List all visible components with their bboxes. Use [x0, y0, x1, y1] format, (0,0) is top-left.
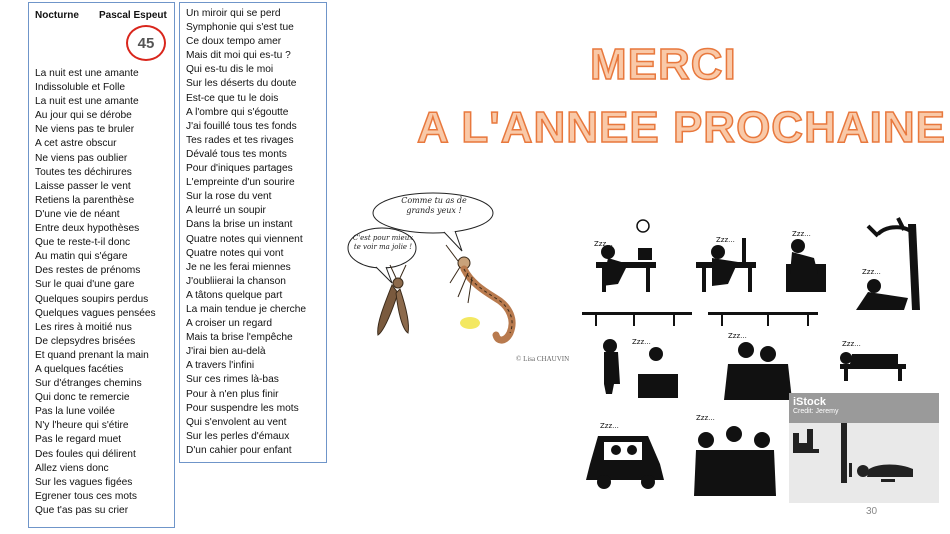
poem-line: J'ai fouillé tous tes fonds [186, 120, 297, 132]
poem-line: Quelques vagues pensées [35, 307, 156, 319]
stock-photo [789, 393, 939, 503]
pictogram-bench [840, 340, 906, 381]
zzz-text: Zzz... [594, 240, 613, 248]
poem-line: Est-ce que tu le dois [186, 92, 279, 104]
poem-line: Ne viens pas te bruler [35, 124, 135, 136]
poem-line: Symphonie qui s'est tue [186, 22, 294, 34]
poem-line: Qui s'envolent au vent [186, 416, 287, 428]
poem-line: Au jour qui se dérobe [35, 110, 132, 122]
poem-line: A leurré un soupir [186, 205, 266, 217]
zzz-text: Zzz... [696, 414, 715, 422]
poem-line: Les rires à moitié nus [35, 321, 132, 333]
poem-line: Que t'as pas su crier [35, 504, 129, 516]
headline-annee-prochaine: A L'ANNEE PROCHAINE [417, 103, 946, 152]
mosquito-figure [446, 245, 512, 340]
poem-line: Pour suspendre les mots [186, 402, 299, 414]
poem-line: De clepsydres brisées [35, 335, 136, 347]
poem-line: Ce doux tempo amer [186, 36, 282, 48]
poem-line: Mais dit moi qui es-tu ? [186, 50, 291, 62]
poem-line: Dans la brise un instant [186, 219, 293, 231]
poem-line: La nuit est une amante [35, 68, 139, 79]
poem-line: Quelques soupirs perdus [35, 293, 149, 305]
poem-line: Retiens la parenthèse [35, 194, 135, 206]
poem-line: A travers l'infini [186, 360, 255, 372]
poem-line: Laisse passer le vent [35, 180, 131, 192]
poem-line: A quelques facéties [35, 363, 124, 375]
poem-line: Pas la lune voilée [35, 406, 115, 418]
poem-line: Au matin qui s'égare [35, 251, 128, 263]
poem-column-1 [28, 2, 175, 528]
poem-line: Indissoluble et Folle [35, 82, 126, 94]
poem-line: D'un cahier pour enfant [186, 444, 292, 456]
pictogram-tree [856, 218, 920, 310]
poem-line: J'irai bien au-delà [186, 346, 266, 358]
zzz-text: Zzz... [842, 340, 861, 348]
pictogram-seated-train [708, 312, 818, 400]
poem-line: Sur les vagues figées [35, 476, 133, 488]
poem-line: Sur le quai d'une gare [35, 279, 135, 291]
istock-credit: Credit: Jeremy [793, 408, 839, 415]
pictogram-car [586, 422, 664, 489]
poem-line: Pour d'iniques partages [186, 163, 293, 175]
pictogram-armchair [786, 230, 826, 292]
poem-line: Sur d'étranges chemins [35, 378, 142, 390]
moth-figure [378, 265, 409, 335]
bubble-big-text: Comme tu as de grands yeux ! [401, 196, 467, 215]
speech-bubble-small [348, 228, 416, 283]
poem-line: Je ne les ferai miennes [186, 261, 291, 273]
poem-lines-1 [35, 67, 156, 518]
poem-line: D'une vie de néant [35, 208, 120, 220]
zzz-text: Zzz... [716, 236, 735, 244]
cartoon-illustration [340, 185, 570, 365]
slide-page-number: 30 [866, 506, 878, 517]
pictogram-standing-train [582, 312, 692, 398]
poem-line: Allez viens donc [35, 462, 109, 474]
poem-line: La nuit est une amante [35, 96, 139, 108]
pictogram-desk-monitor [696, 236, 756, 292]
poem-number-badge [126, 25, 166, 61]
poem-title: Nocturne [35, 10, 79, 21]
poem-line: Quatre notes qui vont [186, 247, 284, 259]
poem-number: 45 [137, 34, 155, 52]
poem-line: A croiser un regard [186, 318, 273, 330]
poem-line: Pour à n'en plus finir [186, 388, 279, 400]
poem-line: Toutes tes déchirures [35, 166, 132, 178]
poem-line: L'empreinte d'un sourire [186, 177, 295, 189]
zzz-text: Zzz... [728, 332, 747, 340]
pictogram-desk-clock [594, 220, 656, 292]
pictogram-crowd [694, 414, 776, 496]
poem-line: N'y l'heure qui s'étire [35, 420, 129, 432]
poem-column-2 [179, 2, 327, 463]
poem-line: Sur ces rimes là-bas [186, 374, 279, 386]
poem-line: Et quand prenant la main [35, 349, 149, 361]
poem-line: Que te reste-t-il donc [35, 237, 131, 249]
poem-line: Ne viens pas oublier [35, 152, 128, 164]
poem-line: Quatre notes qui viennent [186, 233, 303, 245]
zzz-text: Zzz... [600, 422, 619, 430]
zzz-text: Zzz... [862, 268, 881, 276]
poem-line: La main tendue je cherche [186, 303, 307, 315]
poem-line: Des restes de prénoms [35, 265, 141, 277]
poem-line: Sur les déserts du doute [186, 78, 297, 90]
poem-line: Mais ta brise l'empêche [186, 332, 293, 344]
poem-line: Sur la rose du vent [186, 191, 272, 203]
poem-line: Qui es-tu dis le moi [186, 64, 274, 76]
poem-author: Pascal Espeut [99, 10, 167, 21]
poem-line: Des foules qui délirent [35, 448, 136, 460]
zzz-text: Zzz... [792, 230, 811, 238]
cartoon-credit: © Lisa CHAUVIN [516, 355, 570, 363]
poem-line: Dévalé tous tes monts [186, 148, 287, 160]
poem-line: Un miroir qui se perd [186, 8, 281, 19]
bubble-small-text: C'est pour mieux te voir ma jolie ! [352, 234, 414, 251]
poem-lines-2 [186, 7, 306, 458]
poem-line: J'oubliierai la chanson [186, 275, 286, 287]
zzz-text: Zzz... [632, 338, 651, 346]
poem-line: A tâtons quelque part [186, 289, 283, 301]
poem-line: A cet astre obscur [35, 138, 117, 150]
istock-logo: iStock [793, 396, 827, 408]
headline-merci: MERCI [590, 40, 737, 89]
poem-line: Pas le regard muet [35, 434, 122, 446]
poem-line: A l'ombre qui s'égoutte [186, 106, 289, 118]
poem-line: Qui donc te remercie [35, 392, 130, 404]
poem-line: Tes rades et tes rivages [186, 134, 294, 146]
poem-line: Egrener tous ces mots [35, 490, 137, 502]
poem-line: Sur les perles d'émaux [186, 430, 290, 442]
poem-line: Entre deux hypothèses [35, 223, 140, 235]
